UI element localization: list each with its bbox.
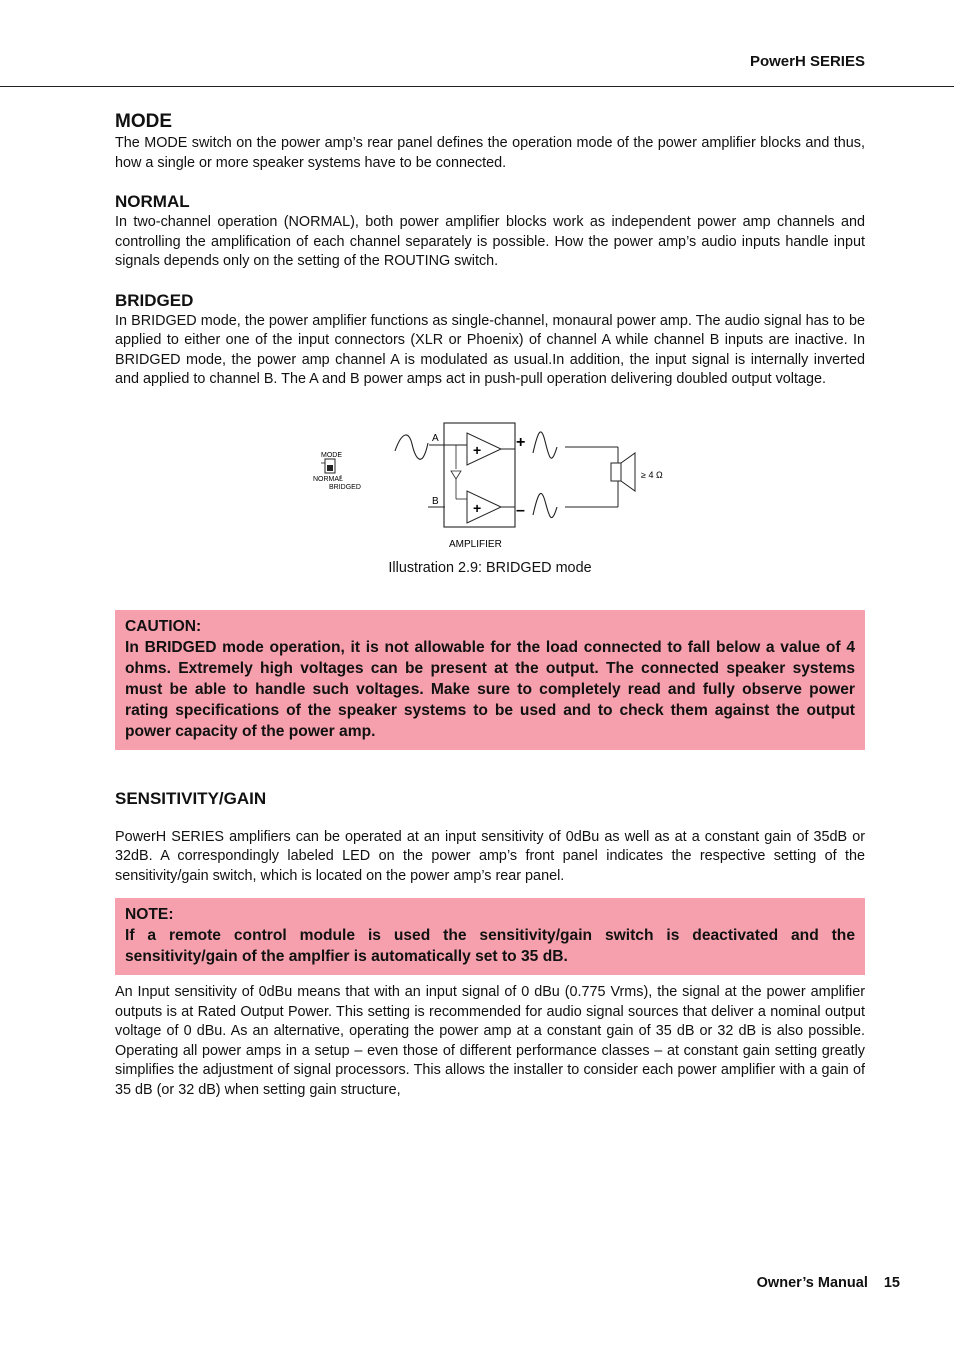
switch-mode-label: MODE: [321, 451, 342, 459]
caution-title: CAUTION:: [125, 617, 202, 635]
output-minus-label: –: [516, 501, 525, 519]
header-divider: [0, 86, 954, 87]
output-b-wave: [533, 493, 557, 517]
output-plus-label: +: [516, 433, 526, 451]
note-text: If a remote control module is used the sensitivity/gain switch is deactivated and the sensitivity/gain of the amplfier is automatically set to 35 dB.: [125, 927, 855, 965]
bridged-mode-diagram: [115, 417, 865, 567]
speaker-cone: [621, 453, 635, 491]
amp-b-plus: +: [473, 499, 482, 516]
mode-paragraph: The MODE switch on the power amp’s rear panel defines the operation mode of the power amplifier blocks and thus, how a single or more speaker systems have to be connected.: [115, 135, 865, 171]
inverter-triangle: [451, 471, 461, 479]
load-impedance-label: ≥ 4 Ω: [641, 469, 663, 480]
channel-b-label: B: [432, 495, 439, 507]
amp-a-plus: +: [473, 441, 482, 458]
note-box: [115, 898, 865, 975]
amplifier-label: AMPLIFIER: [449, 538, 502, 550]
caution-box: [115, 610, 865, 750]
page-content: [115, 110, 865, 1100]
bridged-heading: BRIDGED: [115, 290, 194, 310]
normal-paragraph: In two-channel operation (NORMAL), both power amplifier blocks work as independent power amp channels and controlling the amplification of each channel separately is possible. How the power amp’s audio inputs handle input signals depends only on the setting of the ROUTING switch.: [115, 214, 865, 269]
page-number: 15: [883, 1275, 900, 1291]
mode-heading: MODE: [115, 111, 172, 132]
switch-normal-label: NORMAL: [313, 475, 343, 483]
input-sine-wave: [395, 434, 428, 458]
header-series-title: PowerH SERIES: [749, 53, 865, 70]
figure-caption: Illustration 2.9: BRIDGED mode: [388, 559, 592, 576]
normal-heading: NORMAL: [115, 192, 190, 211]
switch-bridged-label: BRIDGED: [329, 483, 361, 491]
sensitivity-paragraph: PowerH SERIES amplifiers can be operated at an input sensitivity of 0dBu as well as at a constant gain of 35dB or 32dB. A correspondingly labeled LED on the power amp’s front panel indicates the respective setting of the sensitivity/gain switch, which is located on the power amp’s rear panel.: [115, 828, 865, 884]
output-a-wave: [533, 431, 557, 457]
channel-a-label: A: [432, 432, 439, 444]
mode-switch-knob: [327, 465, 333, 471]
note-title: NOTE:: [125, 906, 174, 923]
page-footer: [757, 1275, 900, 1291]
bridged-paragraph: In BRIDGED mode, the power amplifier functions as single-channel, monaural power amp. The audio signal has to be applied to either one of the input connectors (XLR or Phoenix) of channel A while channel B inputs are inactive. In BRIDGED mode, the power amp channel A is modulated as usual.In addition, the input signal is internally inverted and applied to channel B. The A and B power amps act in push-pull operation delivering doubled output voltage.: [115, 312, 865, 387]
speaker-icon: [611, 463, 621, 481]
input-sensitivity-paragraph: An Input sensitivity of 0dBu means that with an input signal of 0 dBu (0.775 Vrms), the signal at the power amplifier outputs is at Rated Output Power. This setting is recommended for audio signal sources that deliver a nominal output voltage of 0 dBu. As an alternative, operating the power amp at a constant gain of 35 dB or 32 dB is also possible. Operating all power amps in a setup – even those of different performance classes – at constant gain setting greatly simplifies the adjustment of signal processors. This allows the installer to consider each power amplifier with a gain of 35 dB (or 32 dB) when setting gain structure,: [115, 984, 865, 1098]
caution-text: In BRIDGED mode operation, it is not allowable for the load connected to fall below a value of 4 ohms. Extremely high voltages can be present at the output. The connected speaker systems must be able to handle such voltages. Make sure to completely read and fully observe power rating specifications of the speaker systems to be used and to check them against the output power capacity of the power amp.: [125, 638, 855, 740]
sensitivity-heading: SENSITIVITY/GAIN: [115, 788, 267, 808]
footer-manual-label: Owner’s Manual: [756, 1275, 868, 1291]
